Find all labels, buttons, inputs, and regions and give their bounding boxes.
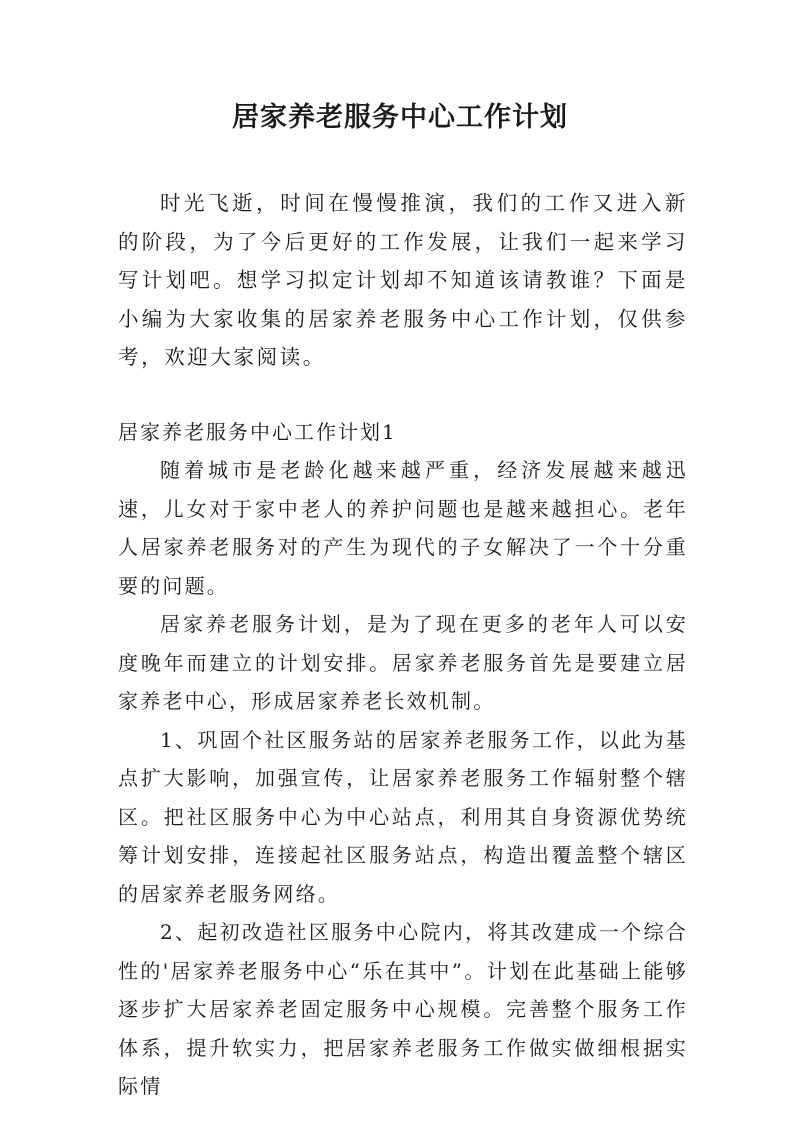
document-title: 居家养老服务中心工作计划 (232, 102, 568, 133)
body-paragraph: 随着城市是老龄化越来越严重，经济发展越来越迅速，儿女对于家中老人的养护问题也是越来越担心。老年人居家养老服务对的产生为现代的子女解决了一个十分重要的问题。 (118, 458, 688, 598)
intro-paragraph: 时光飞逝，时间在慢慢推演，我们的工作又进入新的阶段，为了今后更好的工作发展，让我们一起来学习写计划吧。想学习拟定计划却不知道该请教谁？下面是小编为大家收集的居家养老服务中心工作计划，仅供参考，欢迎大家阅读。 (118, 191, 688, 369)
section-heading: 居家养老服务中心工作计划1 (118, 419, 397, 444)
paragraph-gap (118, 377, 688, 413)
body-paragraph: 2、起初改造社区服务中心院内，将其改建成一个综合性的'居家养老服务中心“乐在其中”。计划在此基础上能够逐步扩大居家养老固定服务中心规模。完善整个服务工作体系，提升软实力，把居家养老服务工作做实做细根据实际情 (118, 920, 688, 1098)
document-body (118, 184, 688, 1106)
body-paragraph: 1、巩固个社区服务站的居家养老服务工作，以此为基点扩大影响，加强宣传，让居家养老服务工作辐射整个辖区。把社区服务中心为中心站点，利用其自身资源优势统筹计划安排，连接起社区服务站点，构造出覆盖整个辖区的居家养老服务网络。 (118, 727, 688, 906)
body-paragraph: 居家养老服务计划，是为了现在更多的老年人可以安度晚年而建立的计划安排。居家养老服务首先是要建立居家养老中心，形成居家养老长效机制。 (118, 612, 688, 713)
